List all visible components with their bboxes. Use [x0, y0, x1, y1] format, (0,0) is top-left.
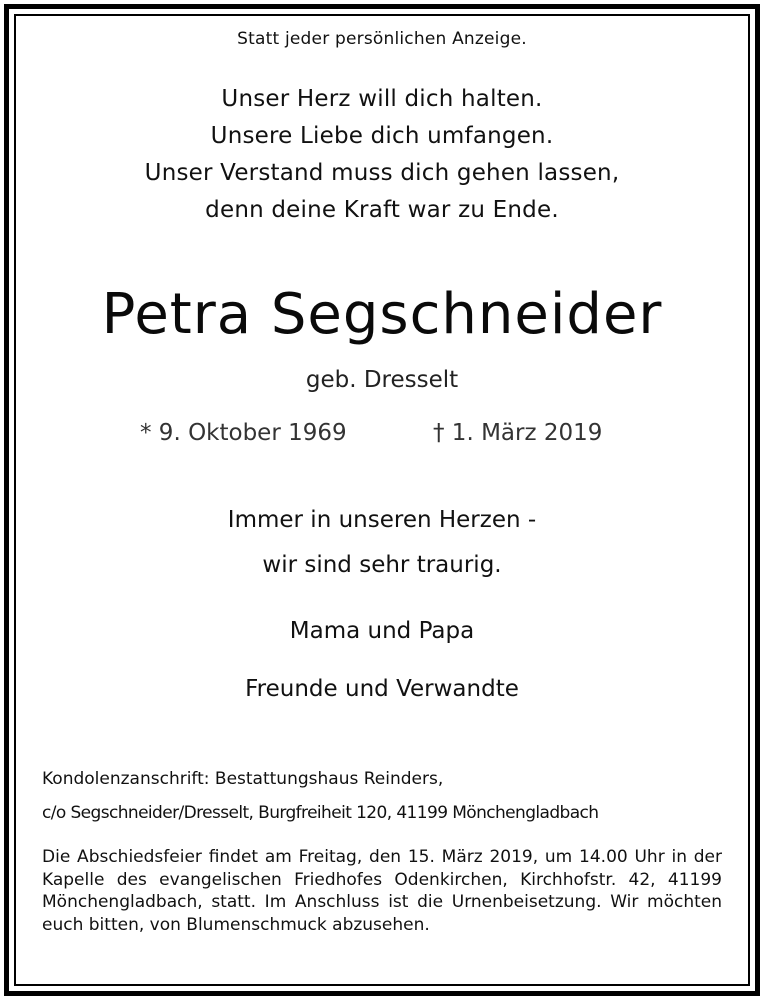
- ceremony-notice: Die Abschiedsfeier findet am Freitag, den 15. März 2019, um 14.00 Uhr in der Kapelle des evangelischen Friedhofes Odenkirchen, Kirchhofstr. 42, 41199 Mönchengladbach, statt. Im Anschluss ist die Urnenbeisetzung. Wir möchten euch bitten, von Blumenschmuck abzusehen.: [42, 847, 722, 935]
- birth-date: * 9. Oktober 1969: [140, 420, 347, 446]
- condolence-address-line-1: Kondolenzanschrift: Bestattungshaus Reinders,: [42, 769, 444, 789]
- poem-line-2: Unsere Liebe dich umfangen.: [210, 123, 554, 149]
- poem-line-1: Unser Herz will dich halten.: [221, 86, 543, 112]
- condolence-address-line-2: c/o Segschneider/Dresselt, Burgfreiheit 120, 41199 Mönchengladbach: [42, 803, 599, 823]
- birth-name: geb. Dresselt: [305, 367, 459, 393]
- poem-line-4: denn deine Kraft war zu Ende.: [205, 197, 559, 223]
- mourner-family: Freunde und Verwandte: [245, 676, 519, 702]
- poem-line-3: Unser Verstand muss dich gehen lassen,: [144, 160, 620, 186]
- intro-line: Statt jeder persönlichen Anzeige.: [237, 29, 527, 49]
- death-date: † 1. März 2019: [433, 420, 603, 446]
- message-line-2: wir sind sehr traurig.: [262, 552, 502, 578]
- mourner-parents: Mama und Papa: [289, 618, 475, 644]
- deceased-name: Petra Segschneider: [101, 282, 663, 347]
- message-line-1: Immer in unseren Herzen -: [227, 507, 537, 533]
